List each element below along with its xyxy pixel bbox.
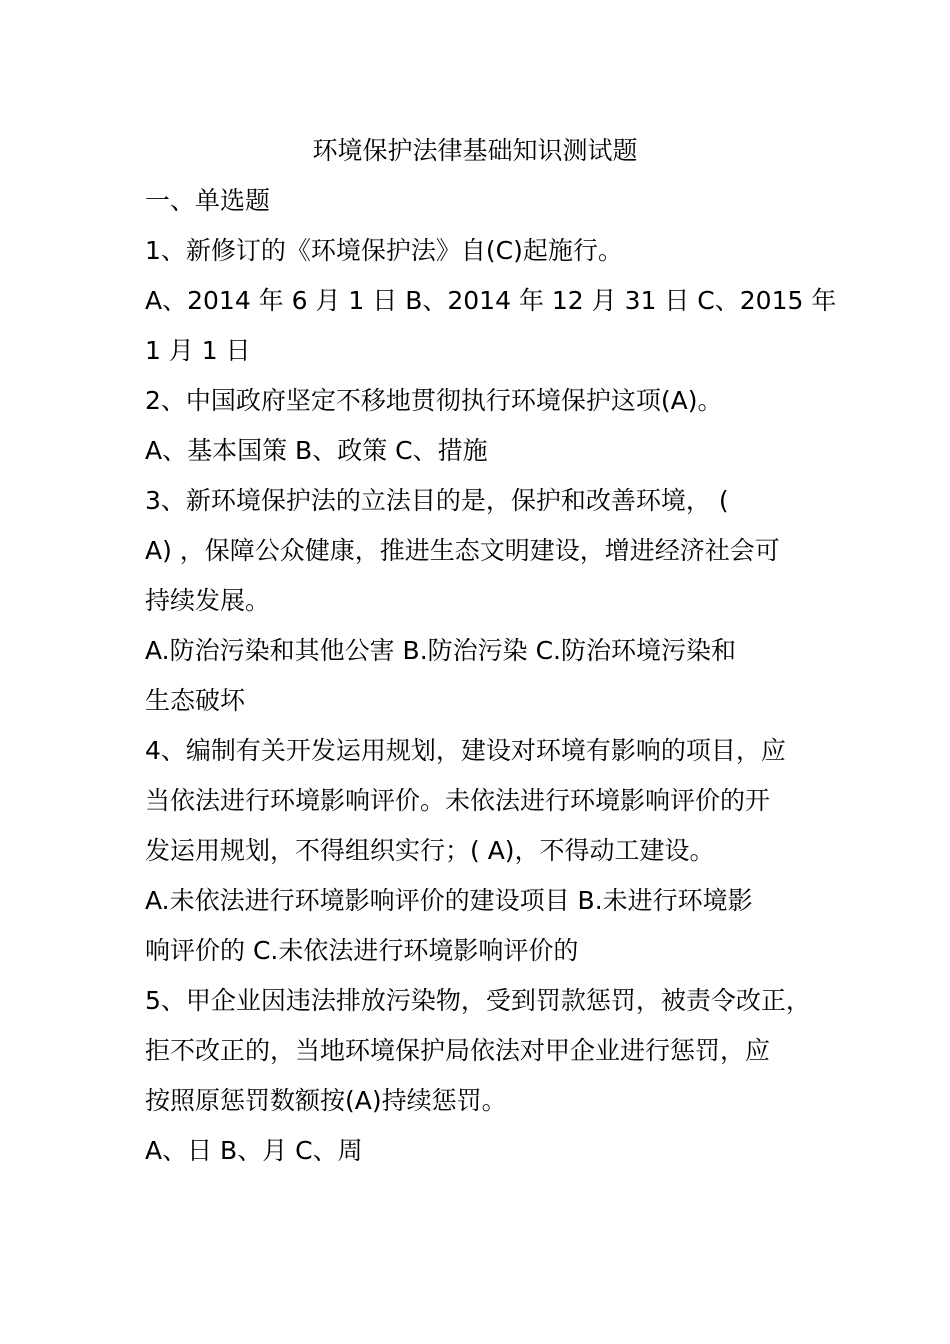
question-3-cont: 持续发展。: [145, 586, 271, 615]
question-4-cont: 当依法进行环境影响评价。未依法进行环境影响评价的开: [145, 786, 771, 815]
document-title: 环境保护法律基础知识测试题: [312, 136, 638, 165]
question-3-cont: A) ，保障公众健康，推进生态文明建设，增进经济社会可: [145, 536, 780, 565]
question-4-options: A.未依法进行环境影响评价的建设项目 B.未进行环境影: [145, 886, 753, 915]
question-1-options-cont: 1 月 1 日: [145, 336, 251, 365]
question-4-cont: 发运用规划，不得组织实行；( A)，不得动工建设。: [145, 836, 715, 865]
question-4-options-cont: 响评价的 C.未依法进行环境影响评价的: [145, 936, 579, 965]
question-2: 2、中国政府坚定不移地贯彻执行环境保护这项(A)。: [145, 386, 723, 415]
question-1-options: A、2014 年 6 月 1 日 B、2014 年 12 月 31 日 C、2015 年: [145, 286, 837, 315]
question-3-options: A.防治污染和其他公害 B.防治污染 C.防治环境污染和: [145, 636, 737, 665]
question-5-options: A、日 B、月 C、周: [145, 1136, 363, 1165]
question-1: 1、新修订的《环境保护法》自(C)起施行。: [145, 236, 623, 265]
question-5: 5、甲企业因违法排放污染物，受到罚款惩罚，被责令改正，: [145, 986, 811, 1015]
question-5-cont: 按照原惩罚数额按(A)持续惩罚。: [145, 1086, 507, 1115]
question-2-options: A、基本国策 B、政策 C、措施: [145, 436, 488, 465]
question-3: 3、新环境保护法的立法目的是，保护和改善环境， (: [145, 486, 729, 515]
question-3-options-cont: 生态破坏: [145, 686, 246, 715]
section-heading: 一、单选题: [145, 186, 271, 215]
question-5-cont: 拒不改正的，当地环境保护局依法对甲企业进行惩罚，应: [145, 1036, 771, 1065]
question-4: 4、编制有关开发运用规划，建设对环境有影响的项目，应: [145, 736, 786, 765]
